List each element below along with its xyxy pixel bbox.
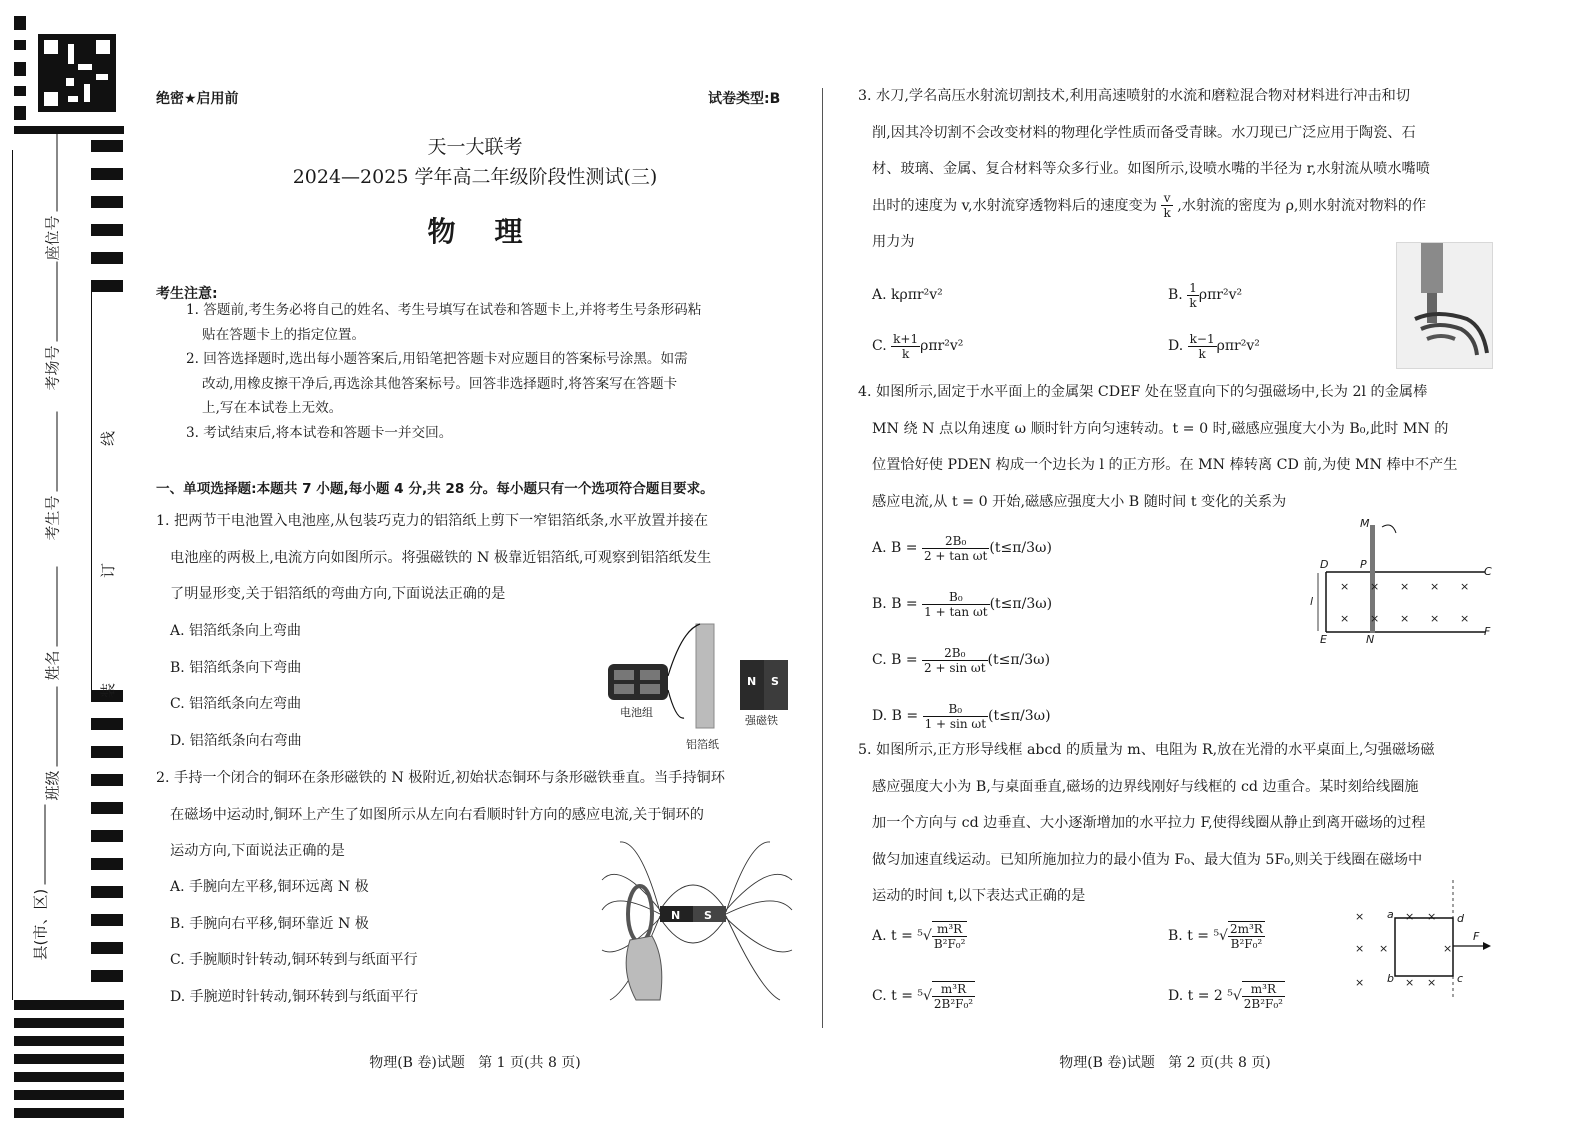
fig-s-label: S: [771, 675, 779, 688]
notice-item: 改动,用橡皮擦干净后,再选涂其他答案标号。回答非选择题时,将答案写在答题卡: [202, 375, 678, 392]
question-4: 4. 如图所示,固定于水平面上的金属架 CDEF 处在竖直向下的匀强磁场中,长为 2l 的金属棒 MN 绕 N 点以角速度 ω 顺时针方向匀速转动。t = 0 时,磁感应强度大小为 B₀,此时 MN 的 位置恰好使 PDEN 构成一个边长为 l 的正方形。在 MN 棒转离 CD 前,为使 MN 棒中不产生 感应电流,从 t = 0 开始,磁感应强度大小 B 随时间 t 变化的关系为: [858, 384, 1458, 510]
option-d: D. t = 2 ⁵√ $\frac{\text{m³R}}{\text{2B²F₀²}}$: [1168, 982, 1283, 1011]
notice-list: [186, 298, 796, 445]
option-c: C. B = $\frac{\text{2B₀}}{\text{2 + sin ωt}}$ (t≤π/3ω): [872, 645, 1051, 675]
field-mark: ×: [1427, 910, 1437, 923]
option-b: B. 手腕向右平移,铜环靠近 N 极: [170, 915, 369, 932]
fig-n-label: N: [671, 909, 681, 922]
field-mark: ×: [1340, 612, 1350, 625]
option-b: B. B = $\frac{\text{B₀}}{\text{1 + tan ωt}}$ (t≤π/3ω): [872, 589, 1053, 619]
question-4-options: [872, 520, 1052, 744]
option-a: A. 手腕向左平移,铜环远离 N 极: [170, 879, 369, 895]
cut-label-pack: 装: [99, 682, 118, 699]
option-d: D. B = $\frac{\text{B₀}}{\text{1 + sin ωt}}$ (t≤π/3ω): [872, 701, 1051, 731]
fig-s-label: S: [704, 909, 712, 922]
binding-sidebar: [0, 0, 125, 1138]
label-d: d: [1457, 912, 1464, 925]
label-c: C: [1484, 565, 1492, 578]
field-mark: ×: [1460, 580, 1470, 593]
section-heading: 一、单项选择题:本题共 7 小题,每小题 4 分,共 28 分。每小题只有一个选项符合题目要求。: [156, 481, 714, 497]
option-d: D. 手腕逆时针转动,铜环转到与纸面平行: [170, 988, 419, 1005]
option-b: B. t = ⁵√ $\frac{\text{2m³R}}{\text{B²F₀²}}$: [1168, 922, 1263, 951]
option-c: C. 铝箔纸条向左弯曲: [170, 696, 302, 712]
option-b: B. $\frac{1}{k}$ ρπr²v²: [1168, 280, 1243, 310]
option-b: B. 铝箔纸条向下弯曲: [170, 659, 302, 676]
org-title: 天一大联考: [427, 136, 523, 158]
option-a: A. B = $\frac{\text{2B₀}}{\text{2 + tan ωt}}$ (t≤π/3ω): [872, 533, 1052, 563]
class-label: 班级: [42, 761, 63, 801]
field-mark: ×: [1405, 910, 1415, 923]
field-mark: ×: [1355, 976, 1365, 989]
label-f: F: [1484, 625, 1491, 638]
label-a: a: [1387, 908, 1394, 921]
paper-type-label: 试卷类型:B: [708, 91, 781, 107]
question-2-options: [170, 869, 418, 1015]
question-1-options: [170, 613, 302, 759]
label-n: N: [1366, 633, 1375, 646]
cut-label-bind: 订: [99, 562, 118, 579]
option-a: A. t = ⁵√ $\frac{\text{m³R}}{\text{B²F₀²}}$: [872, 922, 966, 951]
foil-experiment-figure: [600, 620, 795, 750]
label-p: P: [1360, 558, 1367, 571]
notice-item: 贴在答题卡上的指定位置。: [202, 326, 366, 343]
label-f: F: [1473, 930, 1480, 943]
water-jet-photo: [1396, 242, 1493, 369]
notice-item: 上,写在本试卷上无效。: [202, 400, 343, 416]
field-mark: ×: [1430, 580, 1440, 593]
label-c: c: [1457, 972, 1464, 985]
test-title: 2024—2025 学年高二年级阶段性测试(三): [292, 166, 658, 188]
option-c: C. $\frac{k+1}{k}$ ρπr²v²: [872, 331, 964, 361]
county-label: 县(市、区): [30, 921, 51, 961]
label-l: l: [1310, 595, 1314, 608]
option-a: A. 铝箔纸条向上弯曲: [170, 623, 302, 639]
seat-number-label: 座位号: [42, 221, 63, 261]
copper-ring-figure: [600, 840, 795, 1005]
magnet-field-drawing: [600, 840, 795, 1005]
field-mark: ×: [1370, 580, 1380, 593]
footer-left: 物理(B 卷)试题 第 1 页(共 8 页): [369, 1055, 581, 1071]
label-m: M: [1360, 517, 1370, 530]
option-d: D. 铝箔纸条向右弯曲: [170, 732, 302, 749]
question-1: 1. 把两节干电池置入电池座,从包装巧克力的铝箔纸上剪下一窄铝箔纸条,水平放置并接在 电池座的两极上,电流方向如图所示。将强磁铁的 N 极靠近铝箔纸,可观察到铝箔纸发生 了明显形变,关于铝箔纸的弯曲方向,下面说法正确的是: [156, 513, 712, 602]
label-d: D: [1320, 558, 1329, 571]
fig-battery-label: 电池组: [620, 706, 653, 719]
option-d: D. $\frac{k-1}{k}$ ρπr²v²: [1168, 331, 1260, 361]
fig-n-label: N: [747, 675, 757, 688]
field-mark: ×: [1443, 942, 1453, 955]
option-c: C. t = ⁵√ $\frac{\text{m³R}}{\text{2B²F₀²}}$: [872, 982, 974, 1011]
velocity-fraction: $\frac{v}{k}$: [1163, 191, 1171, 220]
subject-title: 物 理: [427, 215, 523, 248]
question-3: 3. 水刀,学名高压水射流切割技术,利用高速喷射的水流和磨粒混合物对材料进行冲击和切 削,因其冷切割不会改变材料的物理化学性质而备受青睐。水刀现已广泛应用于陶瓷、石 材、玻璃、金属、复合材料等众多行业。如图所示,设喷水嘴的半径为 r,水射流从喷水嘴喷 出时的速度为 v,水射流穿透物料后的速度变为 $\frac{v}{k}$ ,水射流的密度为 ρ,则水射流对物料的作 用力为: [858, 88, 1430, 250]
notice-item: 1. 答题前,考生务必将自己的姓名、考生号填写在试卷和答题卡上,并将考生号条形码粘: [186, 302, 702, 318]
field-mark: ×: [1400, 612, 1410, 625]
cut-label-line: 线: [99, 430, 118, 447]
metal-frame-figure: [1310, 515, 1495, 650]
candidate-number-label: 考生号: [42, 501, 63, 541]
notice-item: 2. 回答选择题时,选出每小题答案后,用铅笔把答题卡对应题目的答案标号涂黑。如需: [186, 351, 688, 367]
label-e: E: [1320, 633, 1327, 646]
option-c: C. 手腕顺时针转动,铜环转到与纸面平行: [170, 952, 418, 968]
question-5: 5. 如图所示,正方形导线框 abcd 的质量为 m、电阻为 R,放在光滑的水平桌面上,匀强磁场磁 感应强度大小为 B,与桌面垂直,磁场的边界线刚好与线框的 cd 边重合。某时刻给线圈施 加一个方向与 cd 边垂直、大小逐渐增加的水平拉力 F,使得线圈从静止到离开磁场的过程 做匀加速直线运动。已知所施加拉力的最小值为 F₀、最大值为 5F₀,则关于线圈在磁场中 运动的时间 t,以下表达式正确的是: [858, 742, 1435, 904]
name-label: 姓名: [42, 641, 63, 681]
foil-experiment-drawing: [600, 620, 795, 750]
field-mark: ×: [1400, 580, 1410, 593]
fig-foil-label: 铝箔纸: [686, 738, 719, 751]
field-mark: ×: [1430, 612, 1440, 625]
field-mark: ×: [1460, 612, 1470, 625]
field-mark: ×: [1427, 976, 1437, 989]
field-mark: ×: [1370, 612, 1380, 625]
notice-item: 3. 考试结束后,将本试卷和答题卡一并交回。: [186, 424, 453, 441]
fig-magnet-label: 强磁铁: [745, 714, 778, 727]
notice-title: 考生注意:: [156, 286, 218, 302]
secret-label: 绝密★启用前: [156, 91, 239, 107]
water-jet-drawing: [1397, 243, 1492, 368]
question-2: 2. 手持一个闭合的铜环在条形磁铁的 N 极附近,初始状态铜环与条形磁铁垂直。当手持铜环 在磁场中运动时,铜环上产生了如图所示从左向右看顺时针方向的感应电流,关于铜环的 运动方向,下面说法正确的是: [156, 770, 725, 859]
field-mark: ×: [1340, 580, 1350, 593]
footer-right: 物理(B 卷)试题 第 2 页(共 8 页): [1059, 1055, 1271, 1071]
exam-room-label: 考场号: [42, 351, 63, 391]
qr-code-icon: [38, 34, 116, 112]
field-mark: ×: [1355, 910, 1365, 923]
field-mark: ×: [1379, 942, 1389, 955]
field-mark: ×: [1405, 976, 1415, 989]
field-mark: ×: [1355, 942, 1365, 955]
label-b: b: [1387, 972, 1394, 985]
option-a: A. kρπr²v²: [872, 287, 943, 303]
square-loop-figure: [1345, 880, 1495, 1000]
page-divider: [822, 88, 823, 1028]
